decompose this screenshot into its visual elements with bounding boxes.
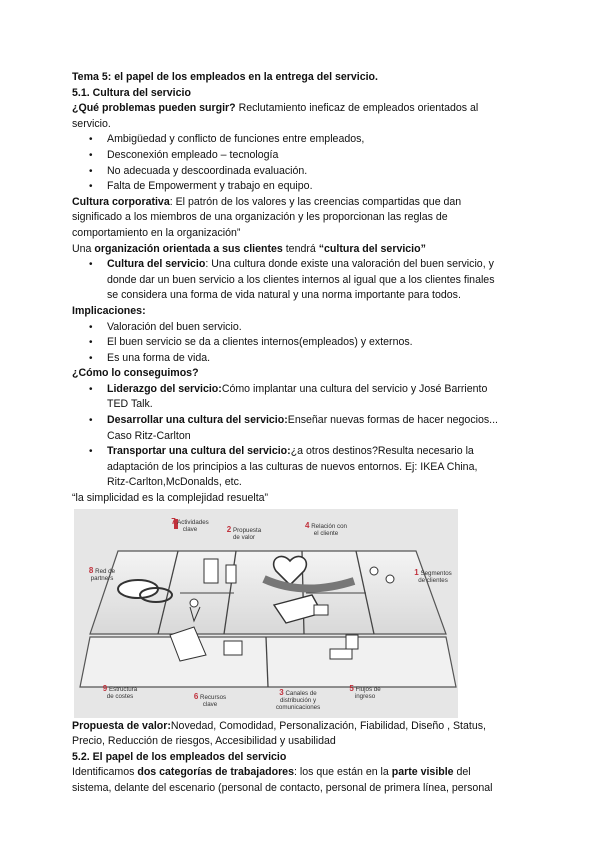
final-pre: Identificamos — [72, 766, 138, 779]
list-item: • No adecuada y descoordinada evaluación. — [72, 164, 528, 180]
canvas-label-segmentos: 1 Segmentos de clientes — [414, 567, 452, 584]
list-item — [72, 382, 528, 413]
list-item — [72, 413, 528, 444]
categorias-line2: sistema, delante del escenario (personal de contacto, personal de primera línea, personal — [72, 782, 493, 794]
quote: “la simplicidad es la complejidad resuelta” — [72, 492, 269, 505]
como-text-cont: Caso Ritz-Carlton — [107, 429, 191, 442]
cultura-corporativa-term: Cultura corporativa — [72, 195, 170, 208]
propuesta-text: Novedad, Comodidad, Personalización, Fiabilidad, Diseño , Status, — [170, 719, 486, 732]
canvas-label-actividades: 7 Actividades clave — [171, 516, 209, 533]
problems-list — [72, 132, 528, 194]
implicaciones-title: Implicaciones: — [72, 304, 146, 317]
canvas-label-costes: 9 Estructura de costes — [102, 683, 138, 700]
cultura-servicio-line3: se considera una forma de vida natural y una norma importante para todos. — [107, 289, 461, 302]
como-term: Liderazgo del servicio: — [107, 382, 222, 395]
org-mid: tendrá — [282, 242, 319, 255]
cultura-servicio-line2: donde dar un buen servicio a los clientes internos al igual que a los clientes finales — [107, 273, 495, 286]
org-orientada-line — [72, 242, 528, 258]
cultura-corporativa-line2: significado a los miembros de una organización y les proporcionan las reglas de — [72, 211, 448, 224]
final-bold1: dos categorías de trabajadores — [137, 766, 294, 779]
section-title-papel: 5.2. El papel de los empleados del servicio — [72, 750, 287, 763]
como-text: ¿a otros destinos?Resulta necesario la — [290, 445, 474, 458]
cultura-corporativa-def: : El patrón de los valores y las creencias compartidas que dan — [169, 195, 462, 208]
cultura-servicio-list — [72, 257, 528, 304]
cultura-servicio-term: Cultura del servicio — [107, 258, 206, 271]
como-title: ¿Cómo lo conseguimos? — [72, 367, 199, 380]
propuesta-term: Propuesta de valor: — [72, 719, 171, 732]
canvas-label-flujos: 5 Flujos de ingreso — [349, 683, 381, 700]
document-heading: Tema 5: el papel de los empleados en la entrega del servicio. — [72, 71, 378, 83]
propuesta-valor — [72, 719, 528, 735]
final-post: del — [453, 766, 471, 779]
list-item: • El buen servicio se da a clientes internos(empleados) y externos. — [72, 335, 528, 351]
cultura-corporativa-line3: comportamiento en la organización” — [72, 226, 241, 239]
list-item — [72, 257, 528, 304]
cultura-servicio-def: : Una cultura donde existe una valoración del buen servicio, y — [205, 258, 494, 271]
canvas-label-partners: 8 Red de partners — [88, 565, 116, 582]
business-model-canvas-figure — [74, 509, 458, 718]
list-item — [72, 444, 528, 491]
como-term: Transportar una cultura del servicio: — [107, 445, 291, 458]
problems-question-cont: servicio. — [72, 117, 111, 130]
implicaciones-list — [72, 320, 528, 367]
como-text-cont: Ritz-Carlton,McDonalds, etc. — [107, 476, 242, 489]
list-item: • Falta de Empowerment y trabajo en equipo. — [72, 179, 528, 195]
canvas-label-canales: 3 Canales de distribución y comunicaciones — [275, 687, 321, 711]
final-mid: : los que están en la — [293, 766, 392, 779]
final-bold2: parte visible — [391, 766, 454, 779]
como-list — [72, 382, 528, 491]
problems-question-bold: ¿Qué problemas pueden surgir? — [72, 102, 236, 115]
org-pre: Una — [72, 242, 95, 255]
document-page — [72, 70, 528, 797]
list-item: • Ambigüedad y conflicto de funciones entre empleados, — [72, 132, 528, 148]
como-term: Desarrollar una cultura del servicio: — [107, 414, 288, 427]
problems-question — [72, 101, 528, 117]
como-text: Cómo implantar una cultura del servicio y José Barriento — [221, 382, 488, 395]
canvas-label-recursos: 6 Recursos clave — [193, 691, 227, 708]
list-item: • Desconexión empleado – tecnología — [72, 148, 528, 164]
categorias-line — [72, 765, 528, 781]
canvas-label-propuesta: 2 Propuesta de valor — [226, 524, 262, 541]
list-item: • Es una forma de vida. — [72, 351, 528, 367]
org-bold2: “cultura del servicio” — [318, 242, 426, 255]
cultura-corporativa — [72, 195, 528, 211]
propuesta-line2: Precio, Reducción de riesgos, Accesibilidad y usabilidad — [72, 735, 336, 748]
como-text-cont: TED Talk. — [107, 398, 153, 411]
section-title-cultura: 5.1. Cultura del servicio — [72, 86, 191, 99]
list-item: • Valoración del buen servicio. — [72, 320, 528, 336]
problems-question-text: Reclutamiento ineficaz de empleados orientados al — [235, 102, 479, 115]
canvas-label-relacion: 4 Relación con el cliente — [305, 520, 347, 537]
org-bold: organización orientada a sus clientes — [94, 242, 283, 255]
como-text-cont: adaptación de los principios a las culturas de nuevos entornos. Ej: IKEA China, — [107, 460, 478, 473]
como-text: Enseñar nuevas formas de hacer negocios... — [287, 414, 498, 427]
